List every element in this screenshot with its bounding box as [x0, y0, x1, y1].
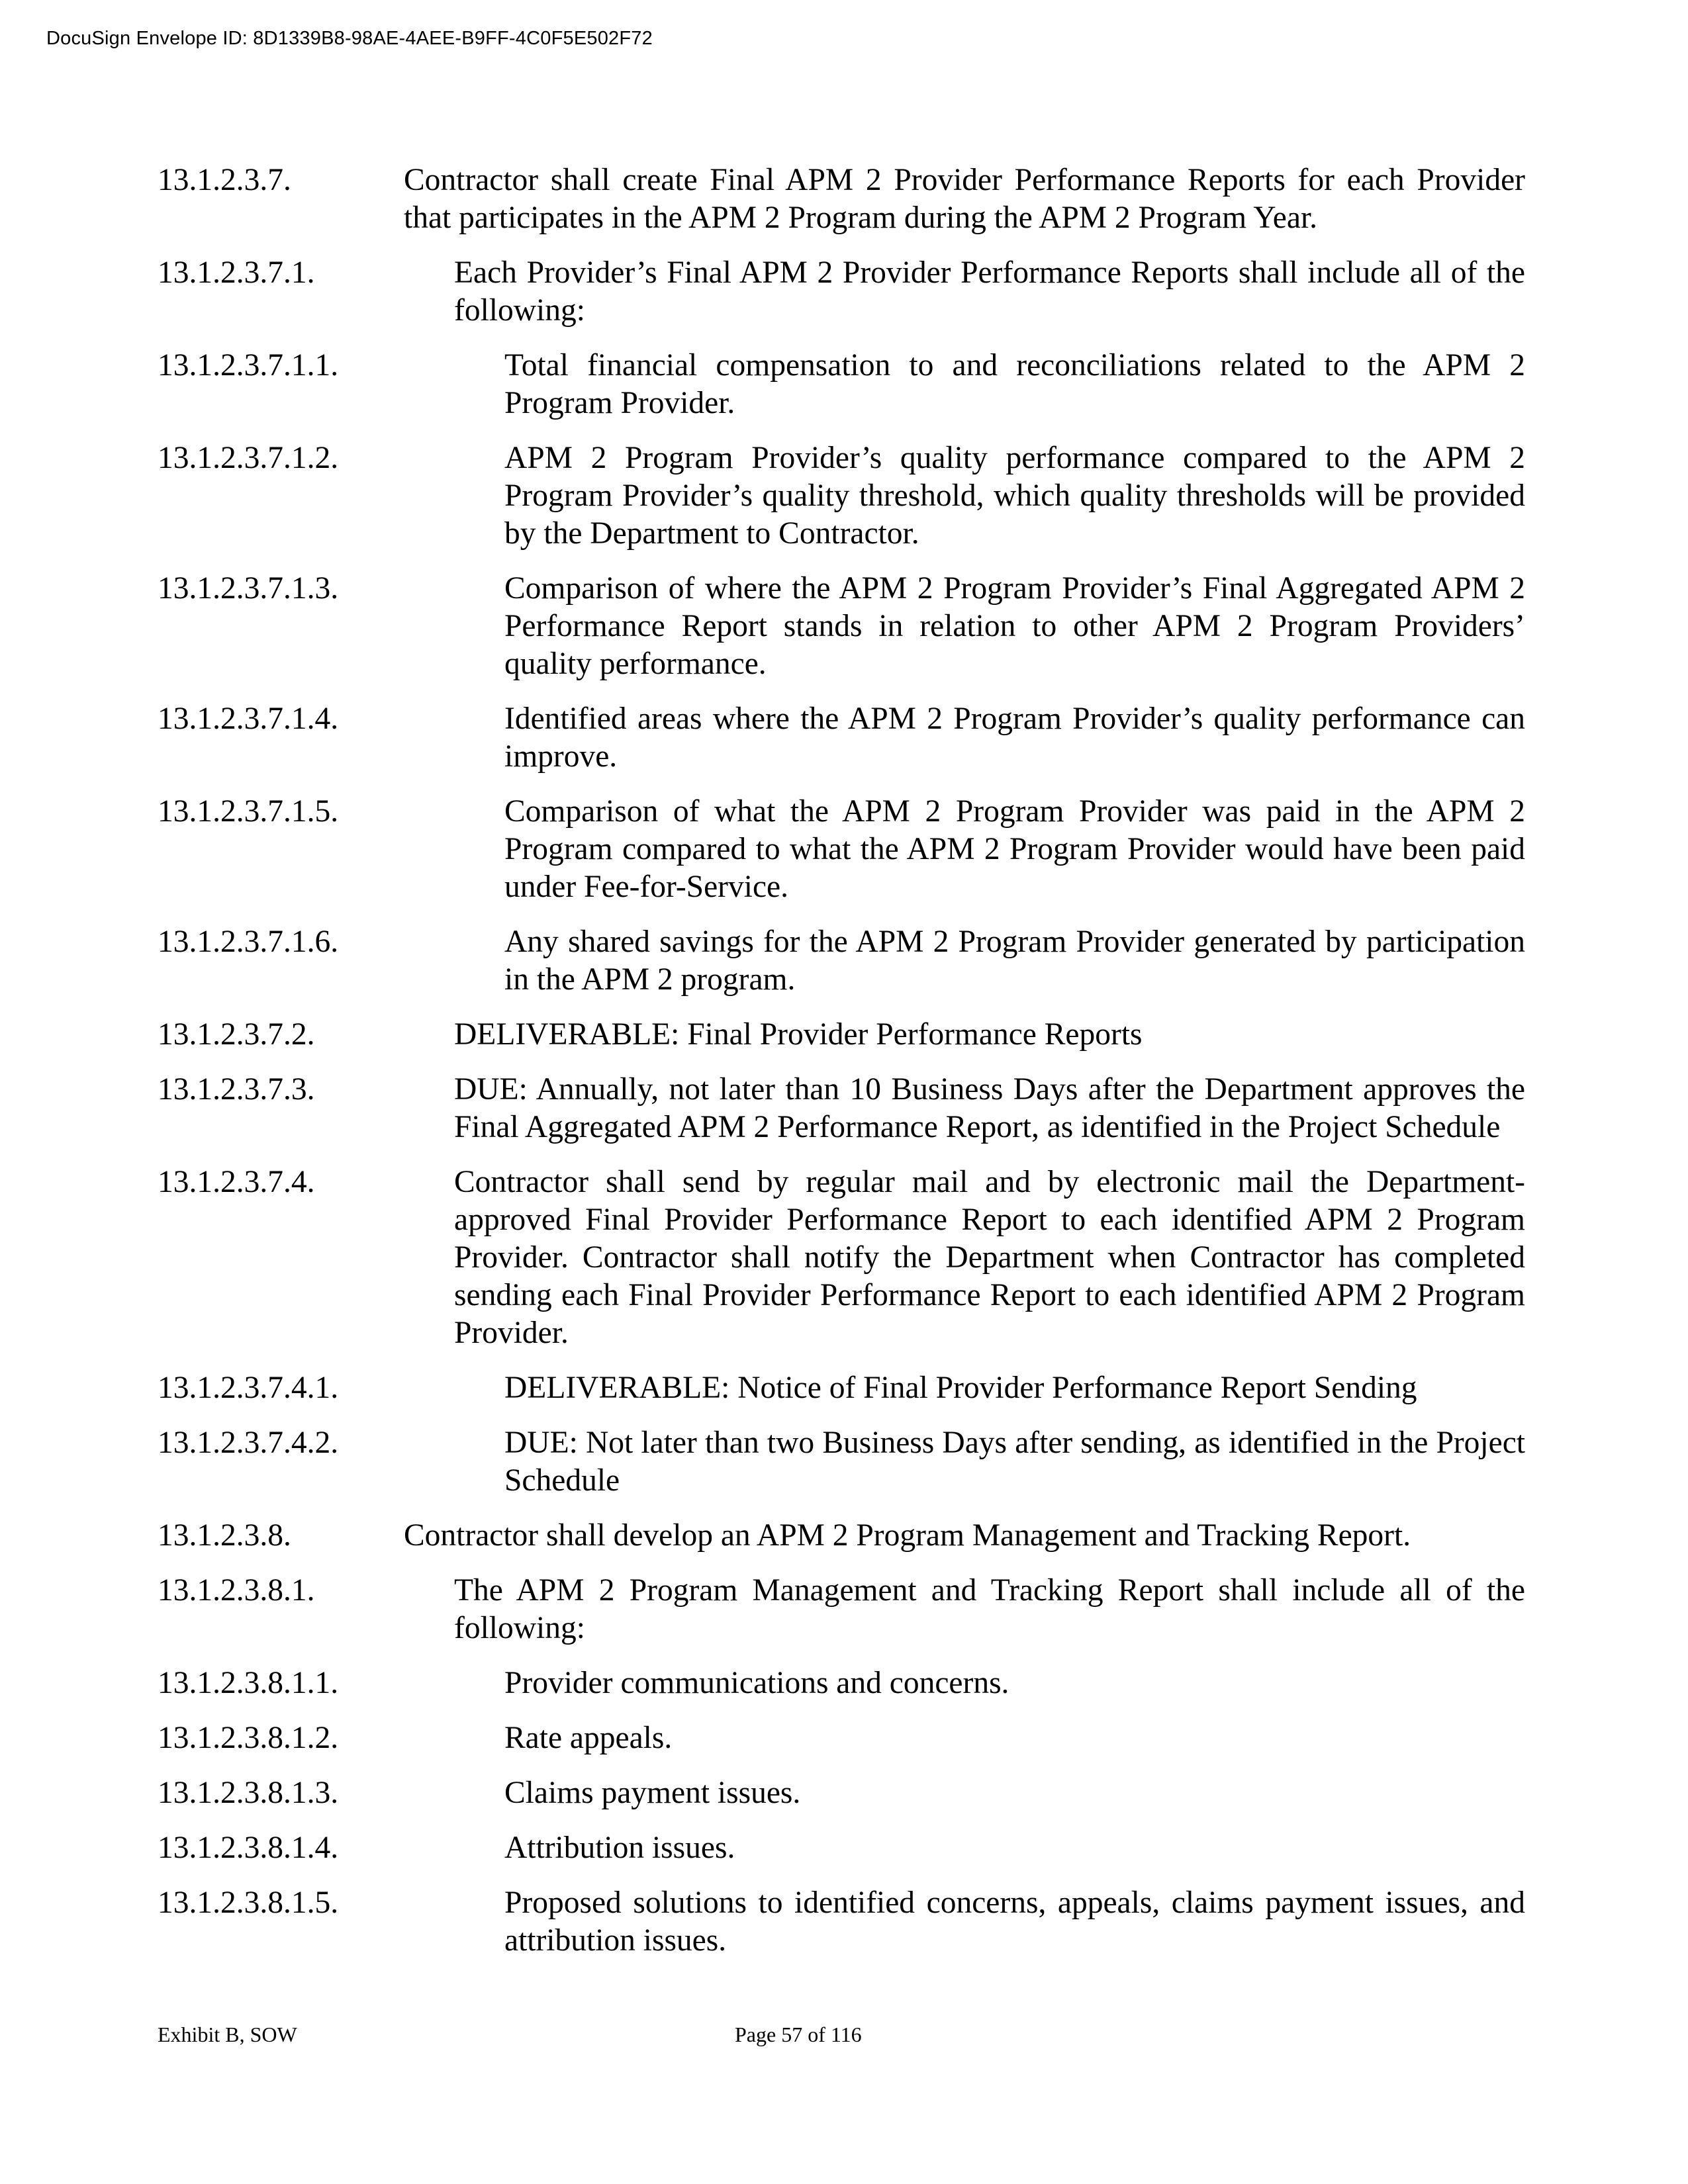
clause: [158, 923, 1525, 999]
clause-text: Provider communications and concerns.: [504, 1666, 1009, 1700]
clause: [158, 570, 1525, 683]
due-text: DUE: Not later than two Business Days after sending, as identified in the Project Schedule: [504, 1426, 1525, 1498]
clause-text: Proposed solutions to identified concerns, appeals, claims payment issues, and attribution issues.: [504, 1886, 1525, 1958]
clause-number: 13.1.2.3.7.1.1.: [158, 348, 339, 383]
clause: [158, 1884, 1525, 1960]
clause: [158, 1517, 1525, 1555]
clause-text: Comparison of what the APM 2 Program Provider was paid in the APM 2 Program compared to what the APM 2 Program Provider would have been paid under Fee-for-Service.: [504, 794, 1525, 904]
clause-number: 13.1.2.3.8.1.: [158, 1573, 315, 1608]
clause-number: 13.1.2.3.7.1.6.: [158, 925, 339, 959]
clause-text: Each Provider’s Final APM 2 Provider Performance Reports shall include all of the following:: [454, 255, 1525, 328]
clause-text: Contractor shall send by regular mail and by electronic mail the Department-approved Final Provider Performance Report to each identified APM 2 Program Provider. Contractor shall notify the Department when Contractor has completed sending each Final Provider Performance Report to each identified APM 2 Program Provider.: [454, 1165, 1525, 1350]
deliverable-text: DELIVERABLE: Final Provider Performance Reports: [454, 1017, 1143, 1052]
clause-text: Total financial compensation to and reconciliations related to the APM 2 Program Provider.: [504, 348, 1525, 420]
clause-number: 13.1.2.3.7.1.2.: [158, 441, 339, 475]
clause: [158, 1016, 1525, 1054]
due-text: DUE: Annually, not later than 10 Business Days after the Department approves the Final Aggregated APM 2 Performance Report, as identified in the Project Schedule: [454, 1072, 1525, 1144]
clause-text: The APM 2 Program Management and Tracking Report shall include all of the following:: [454, 1573, 1525, 1645]
clause-text: APM 2 Program Provider’s quality performance compared to the APM 2 Program Provider’s quality threshold, which quality thresholds will be provided by the Department to Contractor.: [504, 441, 1525, 551]
clause-text: Contractor shall create Final APM 2 Provider Performance Reports for each Provider that participates in the APM 2 Program during the APM 2 Program Year.: [404, 163, 1525, 235]
clause-text: Any shared savings for the APM 2 Program Provider generated by participation in the APM 2 program.: [504, 925, 1525, 997]
deliverable-text: DELIVERABLE: Notice of Final Provider Performance Report Sending: [504, 1371, 1417, 1405]
clause: [158, 793, 1525, 906]
clause-text: Contractor shall develop an APM 2 Program Management and Tracking Report.: [404, 1518, 1411, 1553]
clause-number: 13.1.2.3.7.4.1.: [158, 1371, 339, 1405]
clause: [158, 1572, 1525, 1647]
footer-exhibit: Exhibit B, SOW: [158, 2023, 297, 2046]
clause-number: 13.1.2.3.7.2.: [158, 1017, 315, 1052]
clause-number: 13.1.2.3.7.1.3.: [158, 571, 339, 606]
clause-number: 13.1.2.3.8.1.3.: [158, 1776, 339, 1810]
clause: [158, 1163, 1525, 1352]
clause-number: 13.1.2.3.7.1.4.: [158, 702, 339, 736]
clause: [158, 1369, 1525, 1407]
clause: [158, 1071, 1525, 1146]
clause: [158, 1664, 1525, 1702]
clause: [158, 254, 1525, 330]
document-body: [158, 161, 1525, 1977]
clause: [158, 1829, 1525, 1867]
clause: [158, 700, 1525, 776]
clause-text: Identified areas where the APM 2 Program Provider’s quality performance can improve.: [504, 702, 1525, 774]
clause-text: Comparison of where the APM 2 Program Provider’s Final Aggregated APM 2 Performance Report stands in relation to other APM 2 Program Providers’ quality performance.: [504, 571, 1525, 681]
clause-number: 13.1.2.3.8.1.1.: [158, 1666, 339, 1700]
clause-number: 13.1.2.3.7.1.5.: [158, 794, 339, 829]
clause-number: 13.1.2.3.8.1.2.: [158, 1721, 339, 1755]
clause-text: Rate appeals.: [504, 1721, 673, 1755]
clause: [158, 1424, 1525, 1500]
clause-number: 13.1.2.3.7.4.: [158, 1165, 315, 1199]
clause-number: 13.1.2.3.7.3.: [158, 1072, 315, 1107]
clause-number: 13.1.2.3.7.1.: [158, 255, 315, 290]
clause: [158, 1774, 1525, 1812]
clause-number: 13.1.2.3.8.1.5.: [158, 1886, 339, 1920]
page-number: Page 57 of 116: [735, 2023, 862, 2046]
clause: [158, 1719, 1525, 1757]
envelope-id: DocuSign Envelope ID: 8D1339B8-98AE-4AEE-B9FF-4C0F5E502F72: [46, 28, 653, 49]
clause-number: 13.1.2.3.7.4.2.: [158, 1426, 339, 1460]
clause-number: 13.1.2.3.7.: [158, 163, 291, 197]
clause-number: 13.1.2.3.8.: [158, 1518, 291, 1553]
clause: [158, 347, 1525, 422]
clause: [158, 439, 1525, 553]
clause: [158, 161, 1525, 237]
clause-text: Claims payment issues.: [504, 1776, 801, 1810]
clause-text: Attribution issues.: [504, 1831, 735, 1865]
clause-number: 13.1.2.3.8.1.4.: [158, 1831, 339, 1865]
